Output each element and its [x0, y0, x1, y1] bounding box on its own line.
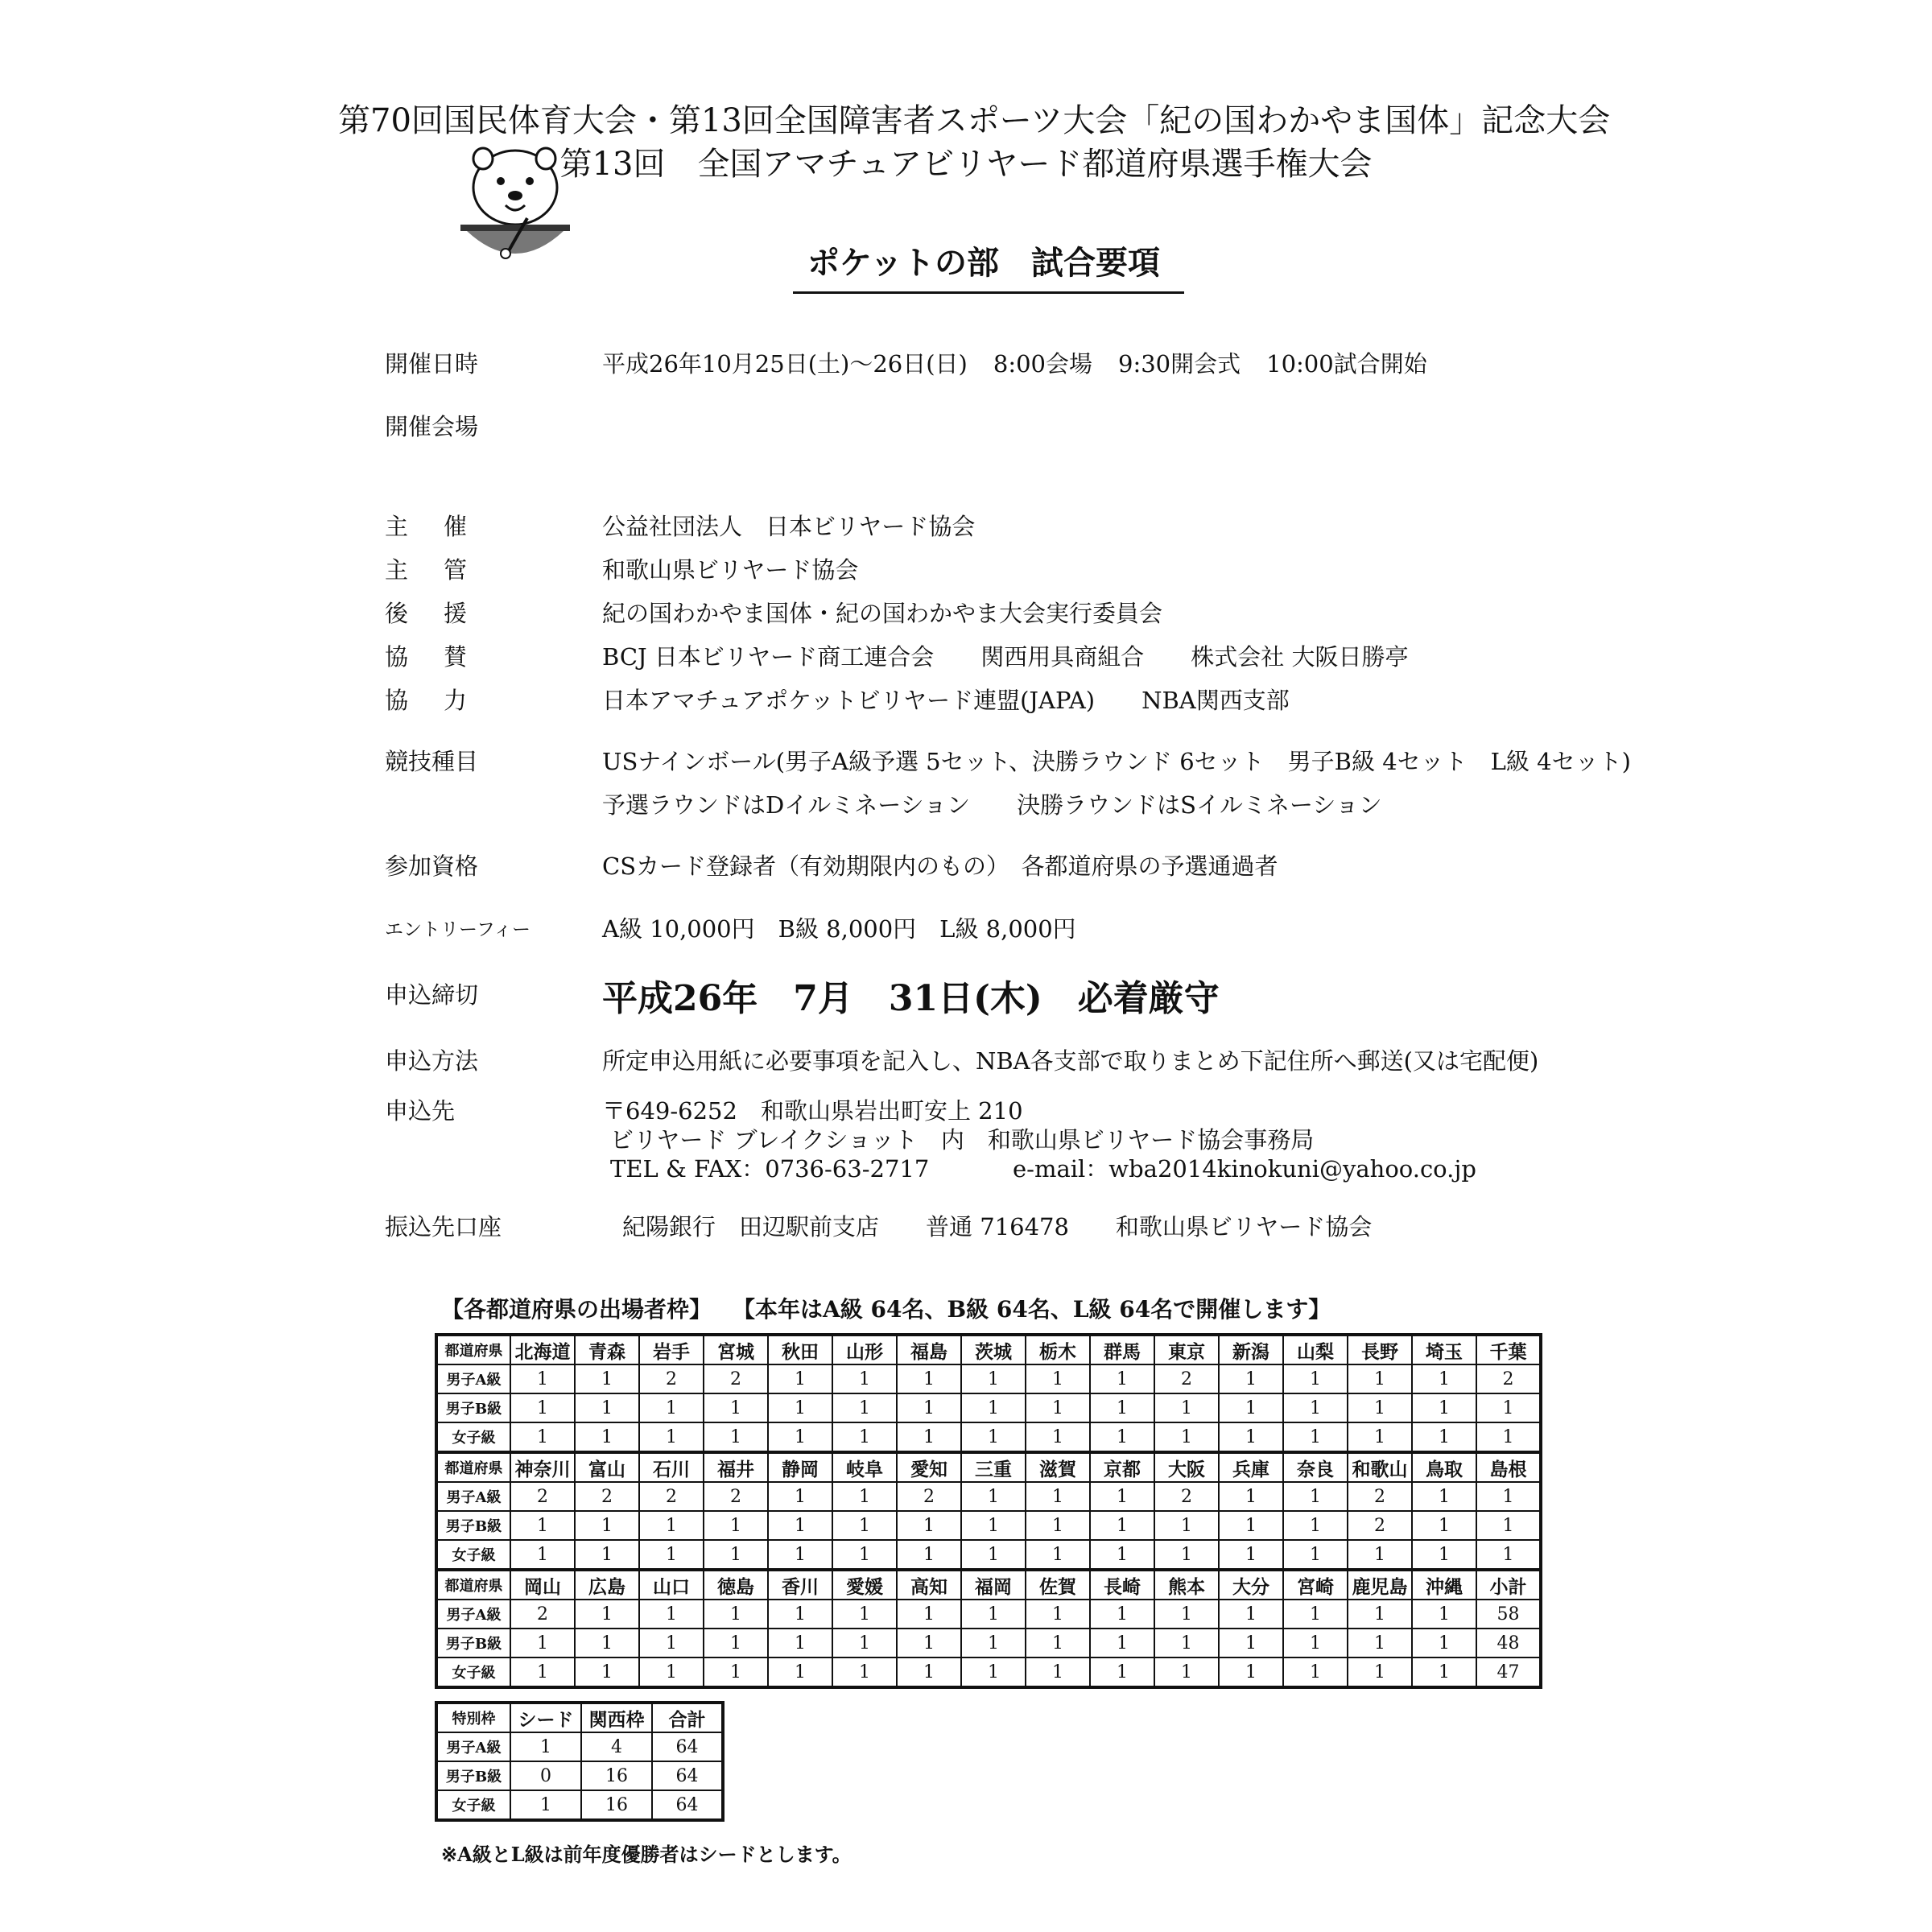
address-label: 申込先	[385, 1097, 456, 1125]
event-title-line1: 第70回国民体育大会・第13回全国障害者スポーツ大会「紀の国わかやま国体」記念大会	[338, 102, 1611, 139]
quota-cell: 1	[1026, 1482, 1090, 1511]
special-cell: 4	[581, 1732, 652, 1761]
prefecture-name: 宮崎	[1283, 1570, 1348, 1600]
quota-cell: 1	[961, 1629, 1026, 1657]
quota-cell: 1	[575, 1629, 639, 1657]
prefecture-name: 香川	[768, 1570, 832, 1600]
class-label: 男子B級	[436, 1761, 510, 1790]
quota-cell: 1	[1476, 1393, 1541, 1422]
quota-cell: 1	[1090, 1629, 1154, 1657]
fee-label: エントリーフィー	[385, 919, 531, 940]
event-label: 競技種目	[385, 748, 479, 775]
date-range: 平成26年10月25日(土)〜26日(日)	[602, 350, 968, 378]
quota-cell: 1	[1283, 1657, 1348, 1687]
special-column-header: 関西枠	[581, 1703, 652, 1732]
class-label: 男子B級	[436, 1629, 510, 1657]
quota-cell: 48	[1476, 1629, 1541, 1657]
special-data-row	[436, 1732, 723, 1761]
prefecture-name: 兵庫	[1219, 1452, 1283, 1482]
fee-value: A級 10,000円 B級 8,000円 L級 8,000円	[602, 915, 1076, 943]
quota-cell: 1	[1026, 1540, 1090, 1570]
deadline-label: 申込締切	[385, 981, 479, 1009]
quota-cell: 1	[1219, 1482, 1283, 1511]
prefecture-name: 茨城	[961, 1335, 1026, 1364]
quota-cell: 1	[639, 1393, 704, 1422]
prefecture-name: 福井	[704, 1452, 768, 1482]
quota-header-row	[436, 1570, 1541, 1600]
prefecture-name: 岡山	[510, 1570, 575, 1600]
quota-cell: 1	[1026, 1511, 1090, 1540]
quota-cell: 1	[1026, 1364, 1090, 1393]
quota-cell: 1	[1348, 1629, 1412, 1657]
quota-data-row	[436, 1657, 1541, 1687]
quota-cell: 1	[1219, 1364, 1283, 1393]
quota-cell: 1	[1154, 1629, 1219, 1657]
quota-cell: 1	[1283, 1393, 1348, 1422]
quota-cell: 1	[1348, 1393, 1412, 1422]
row-header-prefecture: 都道府県	[436, 1335, 510, 1364]
quota-cell: 1	[510, 1393, 575, 1422]
quota-cell: 1	[1154, 1540, 1219, 1570]
quota-cell: 2	[897, 1482, 961, 1511]
sponsor-label: 協賛	[385, 643, 503, 671]
quota-cell: 1	[1026, 1393, 1090, 1422]
special-cell: 16	[581, 1761, 652, 1790]
quota-cell: 1	[1412, 1540, 1476, 1570]
support-label: 後援	[385, 600, 503, 627]
quota-cell: 1	[639, 1629, 704, 1657]
quota-cell: 1	[832, 1422, 897, 1452]
quota-cell: 1	[832, 1629, 897, 1657]
quota-cell: 1	[1154, 1511, 1219, 1540]
quota-cell: 1	[704, 1600, 768, 1629]
quota-cell: 1	[1219, 1393, 1283, 1422]
quota-cell: 1	[1412, 1657, 1476, 1687]
quota-cell: 1	[510, 1511, 575, 1540]
quota-cell: 1	[832, 1482, 897, 1511]
quota-cell: 1	[768, 1657, 832, 1687]
quota-cell: 1	[1283, 1511, 1348, 1540]
quota-cell: 1	[832, 1600, 897, 1629]
quota-cell: 1	[575, 1540, 639, 1570]
quota-cell: 1	[961, 1482, 1026, 1511]
prefecture-name: 岐阜	[832, 1452, 897, 1482]
quota-cell: 1	[897, 1600, 961, 1629]
prefecture-name: 島根	[1476, 1452, 1541, 1482]
quota-cell: 2	[639, 1364, 704, 1393]
prefecture-name: 大分	[1219, 1570, 1283, 1600]
prefecture-name: 広島	[575, 1570, 639, 1600]
address-tel: TEL & FAX：0736-63-2717	[610, 1155, 930, 1183]
special-row-header: 特別枠	[436, 1703, 510, 1732]
quota-cell: 1	[961, 1600, 1026, 1629]
quota-cell: 2	[1154, 1364, 1219, 1393]
quota-cell: 1	[510, 1422, 575, 1452]
prefecture-name: 岩手	[639, 1335, 704, 1364]
prefecture-name: 宮城	[704, 1335, 768, 1364]
prefecture-name: 埼玉	[1412, 1335, 1476, 1364]
quota-cell: 1	[1154, 1422, 1219, 1452]
quota-cell: 1	[1219, 1657, 1283, 1687]
prefecture-name: 神奈川	[510, 1452, 575, 1482]
prefecture-name: 三重	[961, 1452, 1026, 1482]
date-time-start: 10:00試合開始	[1266, 350, 1427, 378]
quota-cell: 1	[768, 1629, 832, 1657]
special-column-header: シード	[510, 1703, 581, 1732]
prefecture-name: 富山	[575, 1452, 639, 1482]
quota-cell: 1	[1090, 1393, 1154, 1422]
special-cell: 64	[652, 1790, 723, 1820]
quota-cell: 1	[1219, 1629, 1283, 1657]
prefecture-name: 栃木	[1026, 1335, 1090, 1364]
quota-cell: 1	[575, 1600, 639, 1629]
quota-cell: 1	[1348, 1364, 1412, 1393]
bank-value: 紀陽銀行 田辺駅前支店 普通 716478 和歌山県ビリヤード協会	[622, 1213, 1373, 1241]
quota-cell: 1	[1412, 1393, 1476, 1422]
special-cell: 64	[652, 1761, 723, 1790]
special-quota-table	[435, 1701, 724, 1822]
quota-cell: 1	[1348, 1422, 1412, 1452]
prefecture-name: 秋田	[768, 1335, 832, 1364]
prefecture-name: 沖縄	[1412, 1570, 1476, 1600]
quota-cell: 1	[1348, 1657, 1412, 1687]
quota-cell: 1	[639, 1600, 704, 1629]
row-header-prefecture: 都道府県	[436, 1570, 510, 1600]
quota-cell: 1	[1412, 1482, 1476, 1511]
quota-cell: 1	[1154, 1393, 1219, 1422]
venue-label: 開催会場	[385, 413, 479, 440]
quota-header-row	[436, 1335, 1541, 1364]
quota-cell: 2	[510, 1600, 575, 1629]
quota-cell: 1	[639, 1657, 704, 1687]
quota-cell: 2	[1348, 1482, 1412, 1511]
quota-cell: 1	[961, 1511, 1026, 1540]
quota-cell: 1	[704, 1393, 768, 1422]
quota-cell: 1	[897, 1511, 961, 1540]
deadline-value: 平成26年 7月 31日(木) 必着厳守	[602, 978, 1220, 1019]
prefecture-name: 千葉	[1476, 1335, 1541, 1364]
prefecture-name: 福岡	[961, 1570, 1026, 1600]
quota-cell: 1	[1412, 1422, 1476, 1452]
quota-cell: 1	[961, 1364, 1026, 1393]
quota-heading	[441, 1292, 1331, 1324]
quota-cell: 1	[1283, 1422, 1348, 1452]
quota-cell: 1	[768, 1422, 832, 1452]
quota-cell: 1	[832, 1540, 897, 1570]
quota-cell: 1	[897, 1540, 961, 1570]
address-line2: ビリヤード ブレイクショット 内 和歌山県ビリヤード協会事務局	[610, 1126, 1315, 1154]
quota-cell: 1	[1283, 1364, 1348, 1393]
sponsor-value: BCJ 日本ビリヤード商工連合会 関西用具商組合 株式会社 大阪日勝亭	[602, 643, 1409, 671]
event-title-line2: 第13回 全国アマチュアビリヤード都道府県選手権大会	[559, 146, 1373, 183]
quota-cell: 1	[832, 1657, 897, 1687]
quota-cell: 2	[639, 1482, 704, 1511]
prefecture-name: 滋賀	[1026, 1452, 1090, 1482]
quota-cell: 2	[704, 1482, 768, 1511]
quota-data-row	[436, 1540, 1541, 1570]
prefecture-name: 東京	[1154, 1335, 1219, 1364]
quota-cell: 1	[510, 1540, 575, 1570]
quota-cell: 1	[575, 1657, 639, 1687]
prefecture-name: 静岡	[768, 1452, 832, 1482]
quota-data-row	[436, 1600, 1541, 1629]
prefecture-name: 北海道	[510, 1335, 575, 1364]
quota-cell: 1	[704, 1657, 768, 1687]
eligibility-label: 参加資格	[385, 852, 479, 880]
quota-cell: 1	[1090, 1482, 1154, 1511]
class-label: 男子A級	[436, 1732, 510, 1761]
quota-table	[435, 1333, 1542, 1689]
quota-cell: 2	[1476, 1364, 1541, 1393]
prefecture-name: 青森	[575, 1335, 639, 1364]
quota-cell: 1	[510, 1657, 575, 1687]
date-time-venue: 8:00会場	[993, 350, 1092, 378]
quota-cell: 1	[768, 1482, 832, 1511]
row-header-prefecture: 都道府県	[436, 1452, 510, 1482]
quota-heading-b: 【本年はA級 64名、B級 64名、L級 64名で開催します】	[744, 1296, 1331, 1323]
quota-cell: 1	[1154, 1657, 1219, 1687]
address-email: e-mail：wba2014kinokuni@yahoo.co.jp	[1013, 1155, 1476, 1183]
quota-data-row	[436, 1364, 1541, 1393]
special-data-row	[436, 1790, 723, 1820]
quota-cell: 1	[768, 1364, 832, 1393]
quota-cell: 1	[510, 1629, 575, 1657]
quota-cell: 1	[1348, 1540, 1412, 1570]
quota-cell: 47	[1476, 1657, 1541, 1687]
quota-cell: 1	[639, 1422, 704, 1452]
address-line1: 〒649-6252 和歌山県岩出町安上 210	[602, 1097, 1023, 1125]
cooperation-label: 協力	[385, 687, 503, 714]
class-label: 女子級	[436, 1422, 510, 1452]
cooperation-value: 日本アマチュアポケットビリヤード連盟(JAPA) NBA関西支部	[602, 687, 1290, 714]
document-title: ポケットの部 試合要項	[793, 237, 1184, 294]
prefecture-name: 京都	[1090, 1452, 1154, 1482]
quota-cell: 1	[575, 1422, 639, 1452]
quota-cell: 1	[1090, 1511, 1154, 1540]
quota-cell: 1	[1090, 1422, 1154, 1452]
prefecture-name: 山梨	[1283, 1335, 1348, 1364]
prefecture-name: 和歌山	[1348, 1452, 1412, 1482]
quota-footnote: ※A級とL級は前年度優勝者はシードとします。	[441, 1843, 852, 1866]
prefecture-name: 熊本	[1154, 1570, 1219, 1600]
manager-value: 和歌山県ビリヤード協会	[602, 556, 859, 584]
quota-cell: 1	[1476, 1540, 1541, 1570]
event-value-line1: USナインボール(男子A級予選 5セット、決勝ラウンド 6セット 男子B級 4セット L級 4セット)	[602, 748, 1631, 775]
prefecture-name: 奈良	[1283, 1452, 1348, 1482]
date-value	[602, 346, 1427, 379]
quota-header-row	[436, 1452, 1541, 1482]
quota-cell: 1	[704, 1422, 768, 1452]
quota-cell: 1	[1412, 1364, 1476, 1393]
quota-cell: 1	[1283, 1482, 1348, 1511]
quota-data-row	[436, 1629, 1541, 1657]
bank-label: 振込先口座	[385, 1213, 502, 1241]
quota-data-row	[436, 1482, 1541, 1511]
quota-cell: 2	[575, 1482, 639, 1511]
quota-cell: 1	[1154, 1600, 1219, 1629]
organizer-value: 公益社団法人 日本ビリヤード協会	[602, 513, 976, 540]
quota-heading-a: 【各都道府県の出場者枠】	[441, 1296, 712, 1323]
special-cell: 1	[510, 1790, 581, 1820]
quota-cell: 1	[897, 1393, 961, 1422]
quota-cell: 1	[768, 1540, 832, 1570]
quota-cell: 1	[961, 1657, 1026, 1687]
quota-data-row	[436, 1511, 1541, 1540]
quota-cell: 1	[961, 1422, 1026, 1452]
quota-cell: 1	[1412, 1629, 1476, 1657]
quota-cell: 1	[1026, 1657, 1090, 1687]
prefecture-name: 徳島	[704, 1570, 768, 1600]
quota-cell: 1	[575, 1364, 639, 1393]
prefecture-name: 山口	[639, 1570, 704, 1600]
quota-cell: 1	[832, 1511, 897, 1540]
quota-cell: 1	[961, 1540, 1026, 1570]
mascot-logo	[451, 141, 572, 270]
quota-cell: 1	[1090, 1600, 1154, 1629]
special-column-header: 合計	[652, 1703, 723, 1732]
event-value-line2: 予選ラウンドはDイルミネーション 決勝ラウンドはSイルミネーション	[602, 791, 1382, 819]
eligibility-value: CSカード登録者（有効期限内のもの） 各都道府県の予選通過者	[602, 852, 1278, 880]
quota-cell: 2	[704, 1364, 768, 1393]
quota-cell: 1	[704, 1629, 768, 1657]
quota-cell: 1	[897, 1629, 961, 1657]
quota-cell: 1	[768, 1511, 832, 1540]
special-data-row	[436, 1761, 723, 1790]
prefecture-name: 新潟	[1219, 1335, 1283, 1364]
prefecture-name: 高知	[897, 1570, 961, 1600]
prefecture-name: 愛媛	[832, 1570, 897, 1600]
quota-cell: 1	[1090, 1364, 1154, 1393]
quota-cell: 1	[1412, 1600, 1476, 1629]
quota-cell: 1	[832, 1393, 897, 1422]
quota-cell: 1	[1412, 1511, 1476, 1540]
method-value: 所定申込用紙に必要事項を記入し、NBA各支部で取りまとめ下記住所へ郵送(又は宅配便)	[602, 1047, 1539, 1075]
quota-cell: 1	[1219, 1422, 1283, 1452]
class-label: 男子A級	[436, 1600, 510, 1629]
quota-cell: 1	[1348, 1600, 1412, 1629]
quota-cell: 2	[1348, 1511, 1412, 1540]
quota-cell: 1	[1219, 1540, 1283, 1570]
quota-cell: 2	[1154, 1482, 1219, 1511]
prefecture-name: 愛知	[897, 1452, 961, 1482]
quota-cell: 1	[1090, 1657, 1154, 1687]
quota-cell: 1	[897, 1657, 961, 1687]
quota-cell: 58	[1476, 1600, 1541, 1629]
organizer-label: 主催	[385, 513, 503, 540]
prefecture-name: 小計	[1476, 1570, 1541, 1600]
prefecture-name: 福島	[897, 1335, 961, 1364]
class-label: 男子A級	[436, 1482, 510, 1511]
quota-cell: 1	[704, 1540, 768, 1570]
quota-data-row	[436, 1393, 1541, 1422]
quota-cell: 1	[768, 1393, 832, 1422]
special-header-row	[436, 1703, 723, 1732]
quota-cell: 1	[832, 1364, 897, 1393]
quota-cell: 1	[897, 1422, 961, 1452]
quota-cell: 1	[575, 1393, 639, 1422]
special-cell: 1	[510, 1732, 581, 1761]
quota-cell: 1	[704, 1511, 768, 1540]
special-cell: 16	[581, 1790, 652, 1820]
prefecture-name: 鹿児島	[1348, 1570, 1412, 1600]
class-label: 男子B級	[436, 1393, 510, 1422]
quota-cell: 1	[1283, 1629, 1348, 1657]
class-label: 女子級	[436, 1540, 510, 1570]
quota-cell: 1	[1026, 1600, 1090, 1629]
quota-cell: 1	[1476, 1482, 1541, 1511]
prefecture-name: 石川	[639, 1452, 704, 1482]
quota-cell: 2	[510, 1482, 575, 1511]
special-cell: 0	[510, 1761, 581, 1790]
method-label: 申込方法	[385, 1047, 479, 1075]
quota-cell: 1	[1026, 1422, 1090, 1452]
class-label: 女子級	[436, 1657, 510, 1687]
support-value: 紀の国わかやま国体・紀の国わかやま大会実行委員会	[602, 600, 1163, 627]
quota-cell: 1	[768, 1600, 832, 1629]
quota-cell: 1	[1476, 1511, 1541, 1540]
prefecture-name: 長野	[1348, 1335, 1412, 1364]
quota-cell: 1	[1219, 1511, 1283, 1540]
quota-cell: 1	[1476, 1422, 1541, 1452]
quota-cell: 1	[961, 1393, 1026, 1422]
quota-cell: 1	[575, 1511, 639, 1540]
class-label: 男子B級	[436, 1511, 510, 1540]
manager-label: 主管	[385, 556, 503, 584]
quota-cell: 1	[510, 1364, 575, 1393]
quota-cell: 1	[897, 1364, 961, 1393]
date-time-opening: 9:30開会式	[1118, 350, 1241, 378]
prefecture-name: 鳥取	[1412, 1452, 1476, 1482]
special-cell: 64	[652, 1732, 723, 1761]
quota-cell: 1	[1283, 1540, 1348, 1570]
prefecture-name: 佐賀	[1026, 1570, 1090, 1600]
prefecture-name: 長崎	[1090, 1570, 1154, 1600]
quota-cell: 1	[1283, 1600, 1348, 1629]
quota-cell: 1	[1026, 1629, 1090, 1657]
class-label: 男子A級	[436, 1364, 510, 1393]
quota-data-row	[436, 1422, 1541, 1452]
prefecture-name: 大阪	[1154, 1452, 1219, 1482]
quota-cell: 1	[1090, 1540, 1154, 1570]
quota-cell: 1	[639, 1511, 704, 1540]
quota-cell: 1	[639, 1540, 704, 1570]
quota-cell: 1	[1219, 1600, 1283, 1629]
date-label: 開催日時	[385, 350, 479, 378]
class-label: 女子級	[436, 1790, 510, 1820]
prefecture-name: 山形	[832, 1335, 897, 1364]
prefecture-name: 群馬	[1090, 1335, 1154, 1364]
